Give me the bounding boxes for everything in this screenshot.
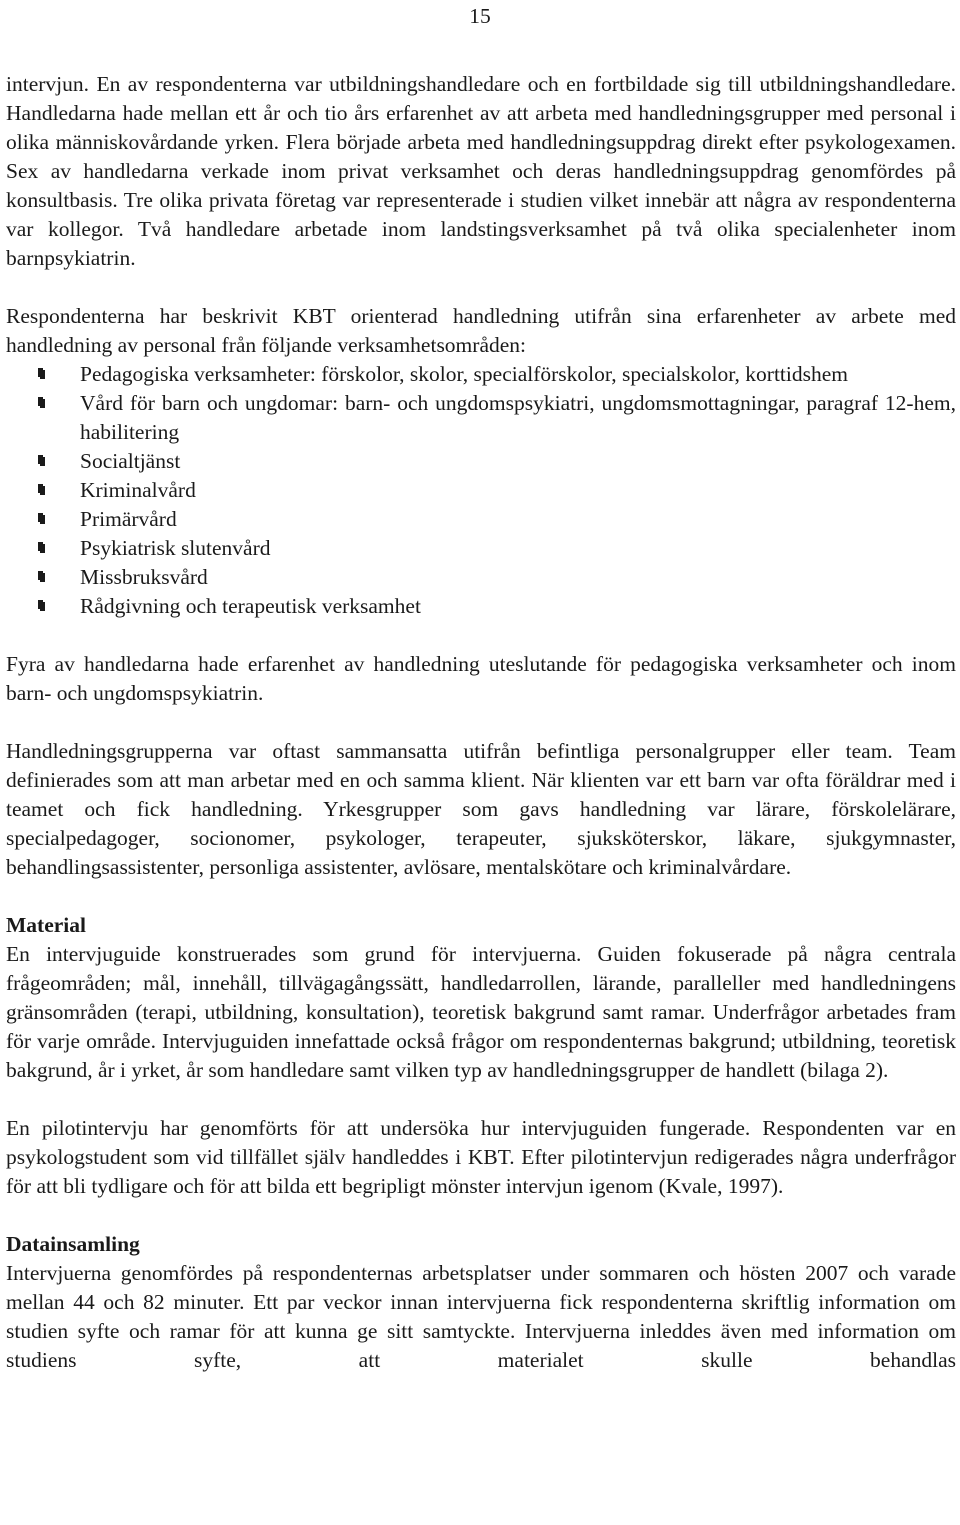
- list-item-text: Missbruksvård: [80, 565, 208, 589]
- list-item: [6, 592, 956, 621]
- areas-list: [6, 360, 956, 621]
- list-item-text: Primärvård: [80, 507, 177, 531]
- list-item: [6, 563, 956, 592]
- paragraph-data-collection: Intervjuerna genomfördes på respondenternas arbetsplatser under sommaren och hösten 2007 och varade mellan 44 och 82 minuter. Ett par veckor innan intervjuerna fick respondenterna skriftlig information om studien syfte och ramar för att kunna ge sitt samtyckte. Intervjuerna inleddes även med information om studiens syfte, att materialet skulle behandlas: [6, 1261, 956, 1372]
- list-item-text: Pedagogiska verksamheter: förskolor, skolor, specialförskolor, specialskolor, korttidshem: [80, 362, 848, 386]
- paragraph-gap: [6, 708, 956, 737]
- page-number: 15: [469, 4, 491, 28]
- paragraph-pilot: En pilotintervju har genomförts för att undersöka hur intervjuguiden fungerade. Respondenten var en psykologstudent som vid tillfället själv handleddes i KBT. Efter pilotintervjun redigerades några underfrågor för att bli tydligare och för att bilda ett begripligt mönster intervjun igenom (Kvale, 1997).: [6, 1116, 956, 1198]
- paragraph-respondents: intervjun. En av respondenterna var utbildningshandledare och en fortbildade sig till utbildningshandledare. Handledarna hade mellan ett år och tio års erfarenhet av att arbeta med handledningsgrupper med personal i olika människovårdande yrken. Flera började arbeta med handledningsuppdrag direkt efter psykologexamen. Sex av handledarna verkade inom privat verksamhet och deras handledningsuppdrag genomfördes på konsultbasis. Tre olika privata företag var representerade i studien vilket innebär att några av respondenterna var kollegor. Två handledare arbetade inom landstingsverksamhet på två olika specialenheter inom barnpsykiatrin.: [6, 72, 956, 270]
- square-bullet-icon: [36, 453, 47, 468]
- list-item-text: Psykiatrisk slutenvård: [80, 536, 271, 560]
- paragraph-areas-intro: Respondenterna har beskrivit KBT orienterad handledning utifrån sina erfarenheter av arbete med handledning av personal från följande verksamhetsområden:: [6, 304, 956, 357]
- square-bullet-icon: [36, 540, 47, 555]
- square-bullet-icon: [36, 482, 47, 497]
- square-bullet-icon: [36, 569, 47, 584]
- paragraph-gap: [6, 1085, 956, 1114]
- square-bullet-icon: [36, 511, 47, 526]
- list-item-text: Kriminalvård: [80, 478, 196, 502]
- list-item-text: Rådgivning och terapeutisk verksamhet: [80, 594, 421, 618]
- list-item: [6, 360, 956, 389]
- section-heading-datainsamling: Datainsamling: [6, 1232, 140, 1256]
- list-item: [6, 447, 956, 476]
- list-item: [6, 476, 956, 505]
- paragraph-gap: [6, 882, 956, 911]
- paragraph-pedagogical: Fyra av handledarna hade erfarenhet av handledning uteslutande för pedagogiska verksamheter och inom barn- och ungdomspsykiatrin.: [6, 652, 956, 705]
- list-item: [6, 534, 956, 563]
- body-text: [6, 70, 956, 1375]
- square-bullet-icon: [36, 395, 47, 410]
- paragraph-groups: Handledningsgrupperna var oftast sammansatta utifrån befintliga personalgrupper eller team. Team definierades som att man arbetar med en och samma klient. När klienten var ett barn var ofta föräldrar med i teamet och fick handledning. Yrkesgrupper som gavs handledning var lärare, förskolelärare, specialpedagoger, socionomer, psykologer, terapeuter, sjuksköterskor, läkare, sjukgymnaster, behandlingsassistenter, personliga assistenter, avlösare, mentalskötare och kriminalvårdare.: [6, 739, 956, 879]
- list-item-text: Socialtjänst: [80, 449, 181, 473]
- section-heading-material: Material: [6, 913, 86, 937]
- paragraph-gap: [6, 1201, 956, 1230]
- list-item: [6, 389, 956, 447]
- square-bullet-icon: [36, 598, 47, 613]
- list-item-text: Vård för barn och ungdomar: barn- och ungdomspsykiatri, ungdomsmottagningar, paragraf 12-hem, habilitering: [80, 391, 956, 444]
- list-item: [6, 505, 956, 534]
- square-bullet-icon: [36, 366, 47, 381]
- paragraph-gap: [6, 621, 956, 650]
- paragraph-gap: [6, 273, 956, 302]
- paragraph-interview-guide: En intervjuguide konstruerades som grund för intervjuerna. Guiden fokuserade på några centrala frågeområden; mål, innehåll, tillvägagångssätt, handledarrollen, lärande, paralleller med handledningens gränsområden (terapi, utbildning, konsultation), teoretisk bakgrund samt ramar. Underfrågor arbetades fram för varje område. Intervjuguiden innefattade också frågor om respondenternas bakgrund; utbildning, teoretisk bakgrund, år i yrket, år som handledare samt vilken typ av handledningsgrupper de handlett (bilaga 2).: [6, 942, 956, 1082]
